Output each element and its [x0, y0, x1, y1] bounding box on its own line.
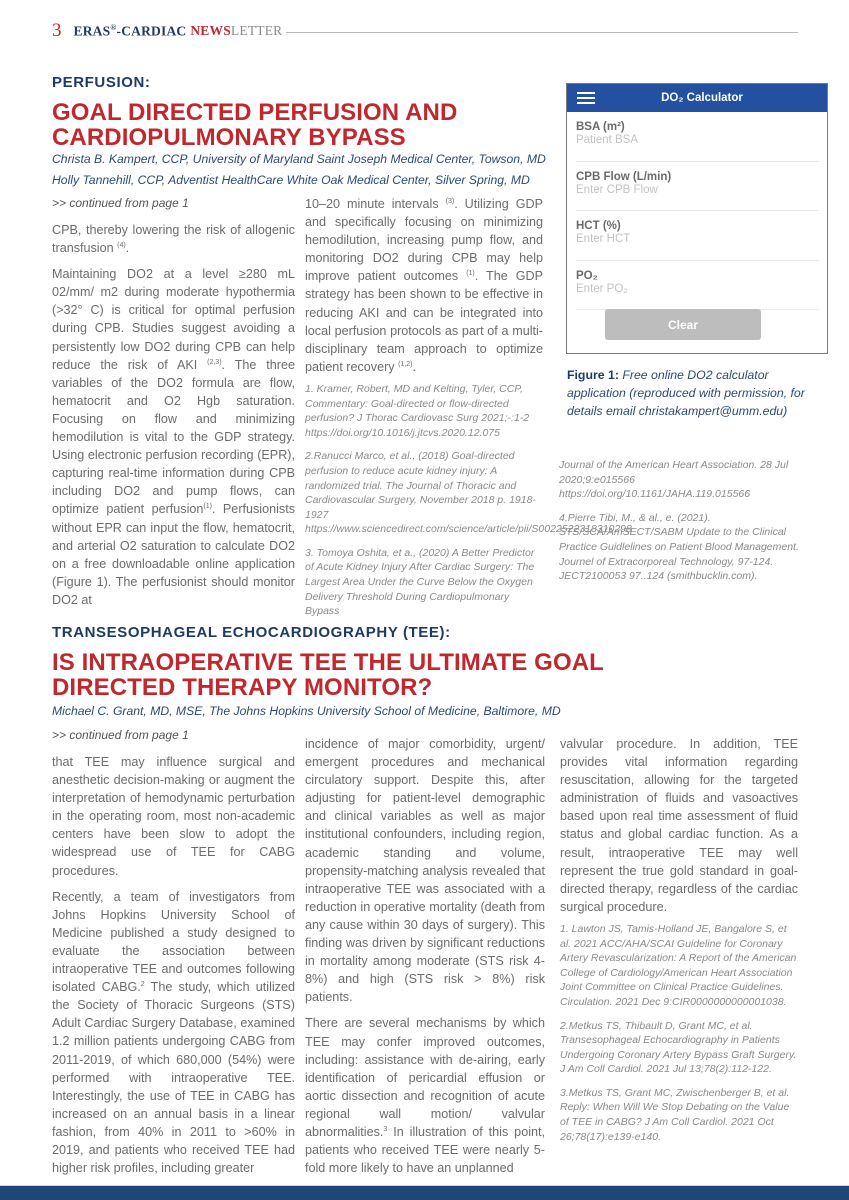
po2-input[interactable] — [576, 282, 819, 295]
hct-input[interactable] — [576, 232, 819, 245]
section-kicker-perfusion: PERFUSION: — [52, 74, 151, 91]
paragraph: Maintaining DO2 at a level ≥280 mL 02/mm/ m2 during moderate hypothermia (>32° C) is critical for optimal perfusion during CPB. Studies suggest avoiding a persistently low DO2 during CPB can help reduce the risk of AKI $^{(2,3)}$. The three variables of the DO2 formula are flow, hematocrit and O2 Hgb saturation. Focusing on flow and minimizing hemodilution is vital to the GDP strategy. Using electronic perfusion recording (EPR), capturing real-time information during CPB including DO2 and pump flows, can optimize patient perfusion$^{(1)}$. Perfusionists without EPR can input the flow, hematocrit, and arterial O2 saturation to calculate DO2 on a free downloadable online application (Figure 1). The perfusionist should monitor DO2 at — [52, 267, 296, 607]
paragraph: incidence of major comorbidity, urgent/ emergent procedures and mechanical circulatory support. Despite this, after adjusting for patient-level demographic and clinical variables as well as major institutional confounders, including region, academic standing and volume, propensity-matching analysis revealed that intraoperative TEE was associated with a reduction in operative mortality (death from any cause within 30 days of surgery). This finding was driven by significant reductions in mortality among moderate (STS risk 4-8%) and high (STS risk > 8%) risk patients. — [305, 737, 545, 1005]
article-title-tee: IS INTRAOPERATIVE TEE THE ULTIMATE GOAL DIRECTED THERAPY MONITOR? — [52, 649, 604, 701]
paragraph: There are several mechanisms by which TEE may confer improved outcomes, including: assistance with de-airing, early identification of pericardial effusion or aortic dissection and recognition of acute regional wall motion/ valvular abnormalities.$^3$ In illustration of this point, patients who received TEE were nearly 5-fold more likely to have an unplanned — [305, 1016, 545, 1176]
reference-item: 1. Kramer, Robert, MD and Kelting, Tyler, CCP, Commentary: Goal-directed or flow-directed perfusion? J Thorac Cardiovasc Surg 2021;-:1-2 https://doi.org/10.1016/j.jtcvs.2020.12.075 — [305, 382, 530, 439]
article-byline-perfusion: Christa B. Kampert, CCP, University of Maryland Saint Joseph Medical Center, Towson, MD Holly Tannehill, CCP, Adventist HealthCare White Oak Medical Center, Silver Spring, MD — [52, 152, 546, 187]
continued-label: >> continued from page 1 — [52, 196, 189, 210]
clear-button[interactable]: Clear — [605, 309, 761, 340]
article-byline-tee: Michael C. Grant, MD, MSE, The Johns Hopkins University School of Medicine, Baltimore, MD — [52, 704, 561, 718]
paragraph: 10–20 minute intervals $^{(3)}$. Utilizing GDP and specifically focusing on minimizing hemodilution, increasing pump flow, and monitoring DO2 during CPB may help improve patient outcomes $^{(1)}$. The GDP strategy has been shown to be effective in reducing AKI and can be integrated into local perfusion protocols as part of a multi-disciplinary team approach to optimize patient recovery $^{(1,2)}$. — [305, 197, 544, 374]
section-kicker-tee: TRANSESOPHAGEAL ECHOCARDIOGRAPHY (TEE): — [52, 624, 451, 641]
bsa-input[interactable] — [576, 133, 819, 146]
cpb-flow-field: CPB Flow (L/min) Enter CPB Flow — [576, 162, 819, 212]
figure-caption: Figure 1: Free online DO2 calculator application (reproduced with permission, for details email christakampert@umm.edu) — [567, 368, 805, 419]
article-column-3 — [560, 735, 798, 1153]
paragraph: CPB, thereby lowering the risk of allogenic transfusion $^{(4)}$. — [52, 223, 295, 256]
paragraph: Recently, a team of investigators from Johns Hopkins University School of Medicine published a study designed to evaluate the association between intraoperative TEE and outcomes following isolated CABG.$^2$ The study, which utilized the Society of Thoracic Surgeons (STS) Adult Cardiac Surgery Database, examined 1.2 million patients undergoing CABG from 2011-2019, of which 680,000 (54%) were performed with intraoperative TEE. Interestingly, the use of TEE in CABG has increased on an annual basis in a linear fashion, from 40% in 2011 to >60% in 2019, and patients who received TEE had higher risk profiles, including greater — [52, 889, 295, 1176]
footer-bar — [0, 1185, 849, 1200]
po2-field: PO₂ Enter PO₂ — [576, 261, 819, 311]
header-rule — [286, 32, 798, 33]
newsletter-brand — [74, 23, 283, 40]
masthead — [52, 18, 798, 44]
brand-letter: LETTER — [230, 23, 283, 39]
reference-item: 4.Pierre Tibi, M., & al., e. (2021). STS/SCA/AmSECT/SABM Update to the Clinical Practice Guidlelines on Patient Blood Management. Journel of Extracorporeal Technology, 97-124. JECT2100053 97..124 (smithbucklin.com). — [559, 511, 799, 583]
article-column-3 — [559, 458, 804, 593]
bsa-field: BSA (m²) Patient BSA — [576, 112, 819, 162]
continued-label: >> continued from page 1 — [52, 728, 189, 742]
reference-item: 2.Metkus TS, Thibault D, Grant MC, et al. Transesophageal Echocardiography in Patients Undergoing Coronary Artery Bypass Graft Surgery. J Am Coll Cardiol. 2021 Jul 13;78(2):112-122. — [560, 1019, 797, 1076]
article-title-perfusion: GOAL DIRECTED PERFUSION AND CARDIOPULMONARY BYPASS — [52, 99, 458, 151]
paragraph: that TEE may influence surgical and anesthetic decision-making or augment the interpretation of hemodynamic perturbation in the operating room, most non-academic centers have been slow to adopt the widespread use of TEE for CABG procedures. — [52, 755, 295, 878]
article-column-1 — [52, 221, 295, 617]
hamburger-menu-icon[interactable] — [577, 92, 595, 104]
article-column-2 — [305, 735, 545, 1185]
reference-item: 3. Tomoya Oshita, et a., (2020) A Better Predictor of Acute Kidney Injury After Cardiac Surgery: The Largest Area Under the Curve Below the Oxygen Delivery Threshold During Cardiopulmonary Bypass — [305, 546, 535, 618]
hct-field: HCT (%) Enter HCT — [576, 211, 819, 261]
reference-item: Journal of the American Heart Association. 28 Jul 2020;9:e015566 https://doi.org/10.1161/JAHA.119.015566 — [559, 459, 789, 501]
page-number: 3 — [52, 20, 62, 41]
reference-item: 1. Lawton JS, Tamis-Holland JE, Bangalore S, et al. 2021 ACC/AHA/SCAI Guideline for Coronary Artery Revascularization: A Report of the American College of Cardiology/American Heart Association Joint Committee on Clinical Practice Guidelines. Circulation. 2021 Dec 9:CIR0000000000001038. — [560, 922, 797, 1008]
calculator-title: DO₂ Calculator — [661, 92, 743, 104]
cpb-flow-input[interactable] — [576, 183, 819, 196]
calculator-app-bar — [567, 84, 827, 112]
brand-news: NEWS — [190, 23, 231, 39]
reference-item: 2.Ranucci Marco, et al., (2018) Goal-directed perfusion to reduce acute kidney injury: A randomized trial. The Journal of Thoracic and Cardiovascular Surgery, November 2018 p. 1918-1927 https://www.sciencedirect.com/science/article/pii/S0022522318310298 — [305, 450, 632, 536]
do2-calculator-figure — [566, 83, 828, 354]
article-column-1 — [52, 753, 295, 1185]
brand-eras: ERAS®-CARDIAC — [73, 22, 187, 39]
paragraph: valvular procedure. In addition, TEE provides vital information regarding resuscitation, allowing for the targeted administration of fluids and vasoactives based upon real time assessment of fluid status and global cardiac function. As a result, intraoperative TEE may well represent the true gold standard in goal-directed therapy, regardless of the cardiac surgical procedure. — [560, 737, 798, 914]
reference-item: 3.Metkus TS, Grant MC, Zwischenberger B, et al. Reply: When Will We Stop Debating on the Value of TEE in CABG? J Am Coll Cardiol. 2021 Oct 26;78(17):e139-e140. — [560, 1086, 790, 1143]
